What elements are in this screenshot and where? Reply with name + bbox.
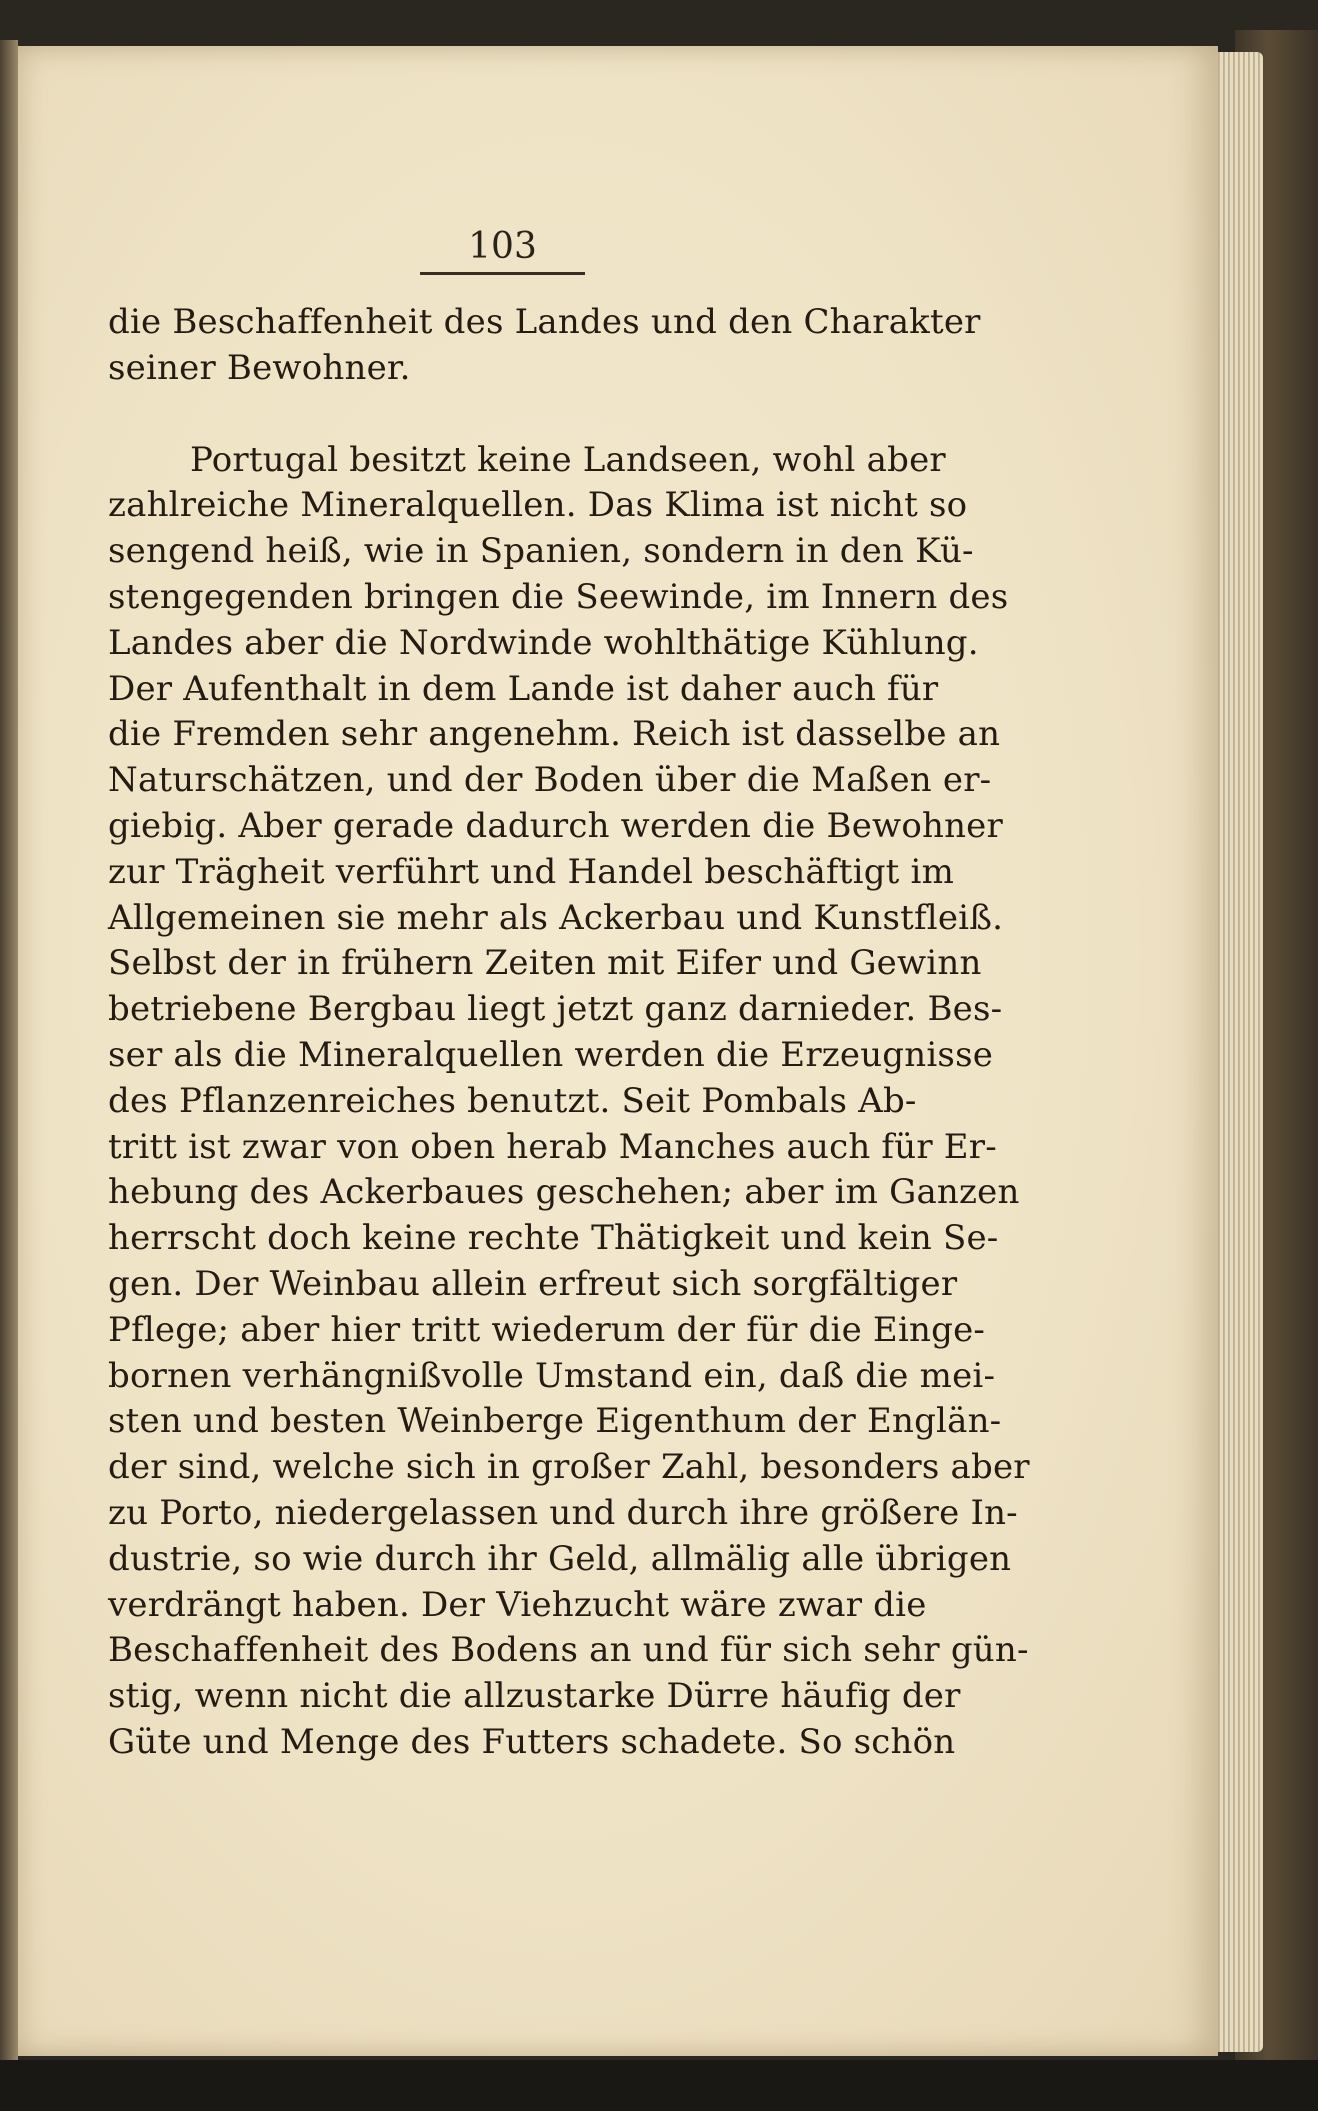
text-line: bornen verhängnißvolle Umstand ein, daß die mei- xyxy=(108,1355,996,1396)
text-line: hebung des Ackerbaues geschehen; aber im Ganzen xyxy=(108,1172,1020,1213)
text-line: des Pflanzenreiches benutzt. Seit Pombals Ab- xyxy=(108,1080,917,1121)
text-line: zur Trägheit verführt und Handel beschäftigt im xyxy=(108,851,955,892)
text-line: verdrängt haben. Der Viehzucht wäre zwar die xyxy=(108,1584,927,1625)
text-line: sengend heiß, wie in Spanien, sondern in den Kü- xyxy=(108,531,974,572)
text-line: Landes aber die Nordwinde wohlthätige Kühlung. xyxy=(108,622,979,663)
text-line: giebig. Aber gerade dadurch werden die Bewohner xyxy=(108,805,1003,846)
text-line: Selbst der in frühern Zeiten mit Eifer und Gewinn xyxy=(108,943,982,984)
text-line: Naturschätzen, und der Boden über die Maßen er- xyxy=(108,760,992,801)
text-line: tritt ist zwar von oben herab Manches auch für Er- xyxy=(108,1126,997,1167)
facing-page-sliver xyxy=(0,40,18,2070)
text-line: dustrie, so wie durch ihr Geld, allmälig alle übrigen xyxy=(108,1538,1012,1579)
scan-bottom-edge xyxy=(0,2060,1318,2111)
text-line: betriebene Bergbau liegt jetzt ganz darnieder. Bes- xyxy=(108,989,1003,1030)
text-line: stengegenden bringen die Seewinde, im Innern des xyxy=(108,576,1009,617)
text-line: die Beschaffenheit des Landes und den Charakter xyxy=(108,302,981,342)
text-line: sten und besten Weinberge Eigenthum der Englän- xyxy=(108,1401,1002,1442)
text-line: die Fremden sehr angenehm. Reich ist dasselbe an xyxy=(108,714,1001,755)
text-line: gen. Der Weinbau allein erfreut sich sorgfältiger xyxy=(108,1263,958,1304)
text-line: ser als die Mineralquellen werden die Erzeugnisse xyxy=(108,1034,994,1075)
text-line: Güte und Menge des Futters schadete. So schön xyxy=(108,1721,956,1762)
text-line: Pflege; aber hier tritt wiederum der für die Einge- xyxy=(108,1309,986,1350)
header-rule xyxy=(420,272,585,275)
text-line: Portugal besitzt keine Landseen, wohl aber xyxy=(190,439,946,480)
text-line: stig, wenn nicht die allzustarke Dürre häufig der xyxy=(108,1676,961,1717)
paragraph-gap xyxy=(108,392,908,438)
body-text xyxy=(108,300,1030,1766)
text-line: seiner Bewohner. xyxy=(108,347,411,388)
text-line: herrscht doch keine rechte Thätigkeit und kein Se- xyxy=(108,1218,999,1259)
text-line: Allgemeinen sie mehr als Ackerbau und Kunstfleiß. xyxy=(108,897,1004,938)
text-line: Der Aufenthalt in dem Lande ist daher auch für xyxy=(108,668,939,709)
text-line: der sind, welche sich in großer Zahl, besonders aber xyxy=(108,1447,1030,1488)
text-line: zahlreiche Mineralquellen. Das Klima ist nicht so xyxy=(108,485,968,526)
page-number: 103 xyxy=(468,226,537,267)
text-line: Beschaffenheit des Bodens an und für sich sehr gün- xyxy=(108,1630,1029,1671)
text-line: zu Porto, niedergelassen und durch ihre größere In- xyxy=(108,1492,1018,1533)
